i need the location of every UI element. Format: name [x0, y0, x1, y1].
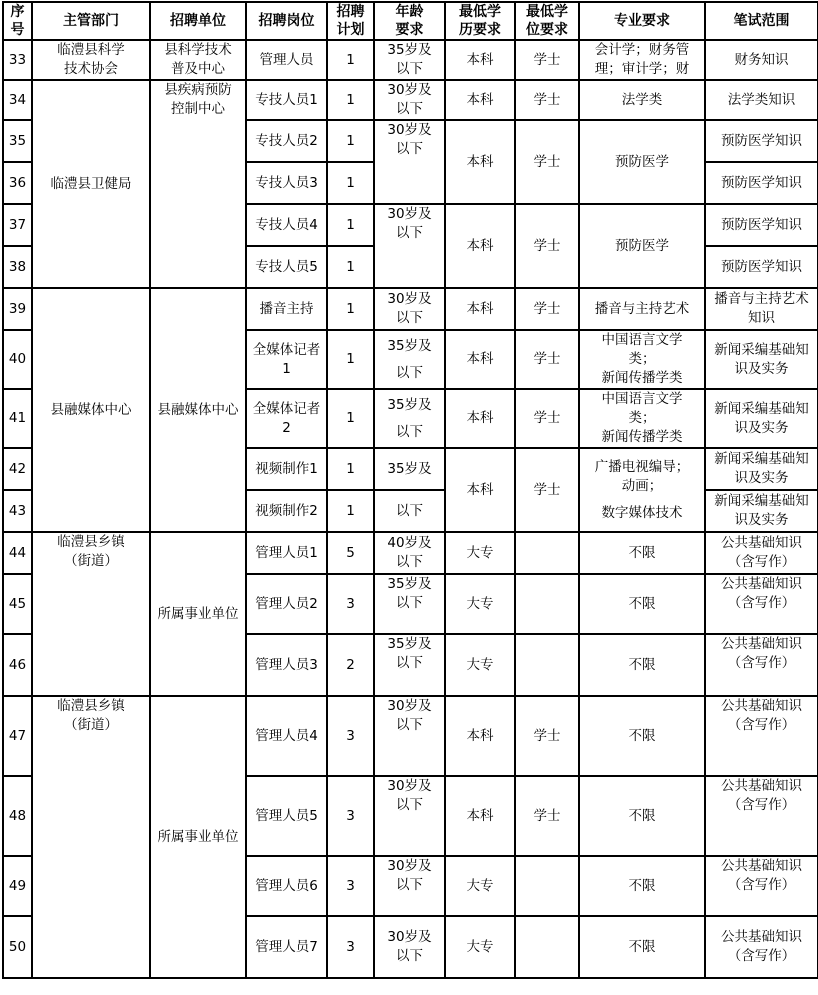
cell-seq: 46 — [3, 634, 32, 696]
cell-major: 不限 — [579, 696, 705, 776]
cell-major: 不限 — [579, 574, 705, 634]
cell-unit: 县科学技术 普及中心 — [150, 40, 246, 80]
header-post: 招聘岗位 — [246, 2, 327, 40]
cell-major: 预防医学 — [579, 204, 705, 288]
cell-degree: 学士 — [515, 288, 579, 330]
header-major: 专业要求 — [579, 2, 705, 40]
cell-plan: 2 — [327, 634, 374, 696]
cell-unit: 县疾病预防 控制中心 — [150, 80, 246, 288]
table-row — [3, 80, 818, 120]
cell-degree: 学士 — [515, 696, 579, 776]
cell-major: 不限 — [579, 916, 705, 978]
recruitment-table — [2, 1, 818, 979]
cell-edu: 大专 — [445, 532, 515, 574]
cell-degree: 学士 — [515, 204, 579, 288]
cell-dept: 临澧县乡镇 （街道） — [32, 532, 150, 696]
cell-age: 30岁及 以下 — [374, 288, 445, 330]
cell-degree — [515, 532, 579, 574]
cell-age: 30岁及 以下 — [374, 204, 445, 288]
cell-major: 法学类 — [579, 80, 705, 120]
cell-exam: 新闻采编基础知 识及实务 — [705, 490, 818, 532]
cell-plan: 1 — [327, 204, 374, 246]
cell-age: 35岁及 以下 — [374, 574, 445, 634]
cell-seq: 43 — [3, 490, 32, 532]
cell-age: 以下 — [374, 490, 445, 532]
cell-exam: 公共基础知识 （含写作） — [705, 856, 818, 916]
table-row — [3, 40, 818, 80]
header-age: 年龄 要求 — [374, 2, 445, 40]
cell-plan: 3 — [327, 916, 374, 978]
cell-dept: 县融媒体中心 — [32, 288, 150, 532]
cell-degree: 学士 — [515, 120, 579, 204]
cell-major: 不限 — [579, 776, 705, 856]
cell-exam: 预防医学知识 — [705, 162, 818, 204]
cell-age: 35岁及 以下 — [374, 389, 445, 448]
cell-exam: 公共基础知识 （含写作） — [705, 696, 818, 776]
cell-post: 专技人员2 — [246, 120, 327, 162]
cell-age: 40岁及 以下 — [374, 532, 445, 574]
cell-dept: 临澧县科学 技术协会 — [32, 40, 150, 80]
header-plan: 招聘 计划 — [327, 2, 374, 40]
cell-seq: 47 — [3, 696, 32, 776]
header-edu: 最低学 历要求 — [445, 2, 515, 40]
cell-exam: 财务知识 — [705, 40, 818, 80]
cell-unit: 县融媒体中心 — [150, 288, 246, 532]
cell-post: 专技人员1 — [246, 80, 327, 120]
cell-degree: 学士 — [515, 389, 579, 448]
cell-exam: 公共基础知识 （含写作） — [705, 532, 818, 574]
cell-seq: 36 — [3, 162, 32, 204]
cell-edu: 本科 — [445, 80, 515, 120]
header-degree: 最低学 位要求 — [515, 2, 579, 40]
cell-exam: 预防医学知识 — [705, 204, 818, 246]
table-row — [3, 288, 818, 330]
cell-exam: 新闻采编基础知 识及实务 — [705, 330, 818, 389]
cell-plan: 3 — [327, 574, 374, 634]
cell-major: 会计学；财务管 理；审计学；财 — [579, 40, 705, 80]
cell-age: 30岁及 以下 — [374, 916, 445, 978]
cell-seq: 44 — [3, 532, 32, 574]
cell-edu: 本科 — [445, 696, 515, 776]
cell-plan: 1 — [327, 389, 374, 448]
cell-degree: 学士 — [515, 330, 579, 389]
cell-post: 全媒体记者 2 — [246, 389, 327, 448]
cell-seq: 48 — [3, 776, 32, 856]
cell-edu: 本科 — [445, 448, 515, 532]
cell-edu: 本科 — [445, 288, 515, 330]
cell-age: 30岁及 以下 — [374, 776, 445, 856]
cell-exam: 预防医学知识 — [705, 120, 818, 162]
cell-plan: 1 — [327, 40, 374, 80]
cell-seq: 50 — [3, 916, 32, 978]
cell-seq: 37 — [3, 204, 32, 246]
cell-major: 中国语言文学 类； 新闻传播学类 — [579, 330, 705, 389]
cell-dept: 临澧县卫健局 — [32, 80, 150, 288]
cell-unit: 所属事业单位 — [150, 532, 246, 696]
header-unit: 招聘单位 — [150, 2, 246, 40]
cell-plan: 1 — [327, 162, 374, 204]
cell-plan: 3 — [327, 856, 374, 916]
cell-seq: 35 — [3, 120, 32, 162]
cell-major: 中国语言文学 类； 新闻传播学类 — [579, 389, 705, 448]
cell-major: 不限 — [579, 532, 705, 574]
cell-post: 视频制作1 — [246, 448, 327, 490]
cell-edu: 本科 — [445, 204, 515, 288]
cell-plan: 1 — [327, 288, 374, 330]
cell-age: 30岁及 以下 — [374, 856, 445, 916]
cell-exam: 法学类知识 — [705, 80, 818, 120]
cell-post: 播音主持 — [246, 288, 327, 330]
cell-age: 35岁及 以下 — [374, 634, 445, 696]
cell-post: 管理人员 — [246, 40, 327, 80]
cell-post: 管理人员1 — [246, 532, 327, 574]
cell-plan: 3 — [327, 696, 374, 776]
cell-edu: 大专 — [445, 856, 515, 916]
cell-post: 视频制作2 — [246, 490, 327, 532]
cell-post: 管理人员5 — [246, 776, 327, 856]
cell-plan: 1 — [327, 246, 374, 288]
cell-edu: 本科 — [445, 330, 515, 389]
cell-degree: 学士 — [515, 80, 579, 120]
cell-age: 35岁及 — [374, 448, 445, 490]
cell-exam: 公共基础知识 （含写作） — [705, 634, 818, 696]
cell-age: 35岁及 以下 — [374, 40, 445, 80]
cell-seq: 39 — [3, 288, 32, 330]
cell-dept: 临澧县乡镇 （街道） — [32, 696, 150, 978]
cell-plan: 1 — [327, 120, 374, 162]
cell-seq: 49 — [3, 856, 32, 916]
cell-degree — [515, 634, 579, 696]
cell-age: 30岁及 以下 — [374, 696, 445, 776]
cell-post: 全媒体记者 1 — [246, 330, 327, 389]
cell-post: 专技人员5 — [246, 246, 327, 288]
cell-plan: 3 — [327, 776, 374, 856]
cell-seq: 33 — [3, 40, 32, 80]
table-row — [3, 696, 818, 776]
cell-seq: 45 — [3, 574, 32, 634]
cell-edu: 大专 — [445, 916, 515, 978]
cell-major: 广播电视编导； 动画； 数字媒体技术 — [579, 448, 705, 532]
cell-edu: 本科 — [445, 40, 515, 80]
cell-post: 管理人员2 — [246, 574, 327, 634]
cell-exam: 公共基础知识 （含写作） — [705, 574, 818, 634]
cell-age: 30岁及 以下 — [374, 80, 445, 120]
cell-seq: 42 — [3, 448, 32, 490]
cell-post: 管理人员4 — [246, 696, 327, 776]
table-row — [3, 532, 818, 574]
cell-age: 35岁及 以下 — [374, 330, 445, 389]
cell-post: 专技人员3 — [246, 162, 327, 204]
cell-plan: 1 — [327, 448, 374, 490]
cell-plan: 5 — [327, 532, 374, 574]
cell-exam: 预防医学知识 — [705, 246, 818, 288]
cell-major: 预防医学 — [579, 120, 705, 204]
cell-exam: 公共基础知识 （含写作） — [705, 776, 818, 856]
cell-edu: 本科 — [445, 120, 515, 204]
cell-major: 不限 — [579, 634, 705, 696]
cell-exam: 新闻采编基础知 识及实务 — [705, 389, 818, 448]
cell-edu: 大专 — [445, 574, 515, 634]
cell-post: 专技人员4 — [246, 204, 327, 246]
cell-plan: 1 — [327, 490, 374, 532]
cell-edu: 大专 — [445, 634, 515, 696]
header-exam: 笔试范围 — [705, 2, 818, 40]
header-seq: 序 号 — [3, 2, 32, 40]
cell-edu: 本科 — [445, 776, 515, 856]
cell-exam: 播音与主持艺术 知识 — [705, 288, 818, 330]
header-row — [3, 2, 818, 40]
cell-seq: 38 — [3, 246, 32, 288]
cell-major: 播音与主持艺术 — [579, 288, 705, 330]
cell-post: 管理人员3 — [246, 634, 327, 696]
cell-seq: 41 — [3, 389, 32, 448]
cell-plan: 1 — [327, 80, 374, 120]
cell-age: 30岁及 以下 — [374, 120, 445, 204]
cell-exam: 公共基础知识 （含写作） — [705, 916, 818, 978]
cell-degree: 学士 — [515, 40, 579, 80]
cell-unit: 所属事业单位 — [150, 696, 246, 978]
header-dept: 主管部门 — [32, 2, 150, 40]
cell-major: 不限 — [579, 856, 705, 916]
cell-edu: 本科 — [445, 389, 515, 448]
cell-exam: 新闻采编基础知 识及实务 — [705, 448, 818, 490]
cell-degree — [515, 574, 579, 634]
cell-degree — [515, 916, 579, 978]
cell-degree: 学士 — [515, 448, 579, 532]
cell-degree: 学士 — [515, 776, 579, 856]
cell-plan: 1 — [327, 330, 374, 389]
cell-seq: 34 — [3, 80, 32, 120]
cell-post: 管理人员7 — [246, 916, 327, 978]
cell-degree — [515, 856, 579, 916]
cell-post: 管理人员6 — [246, 856, 327, 916]
cell-seq: 40 — [3, 330, 32, 389]
